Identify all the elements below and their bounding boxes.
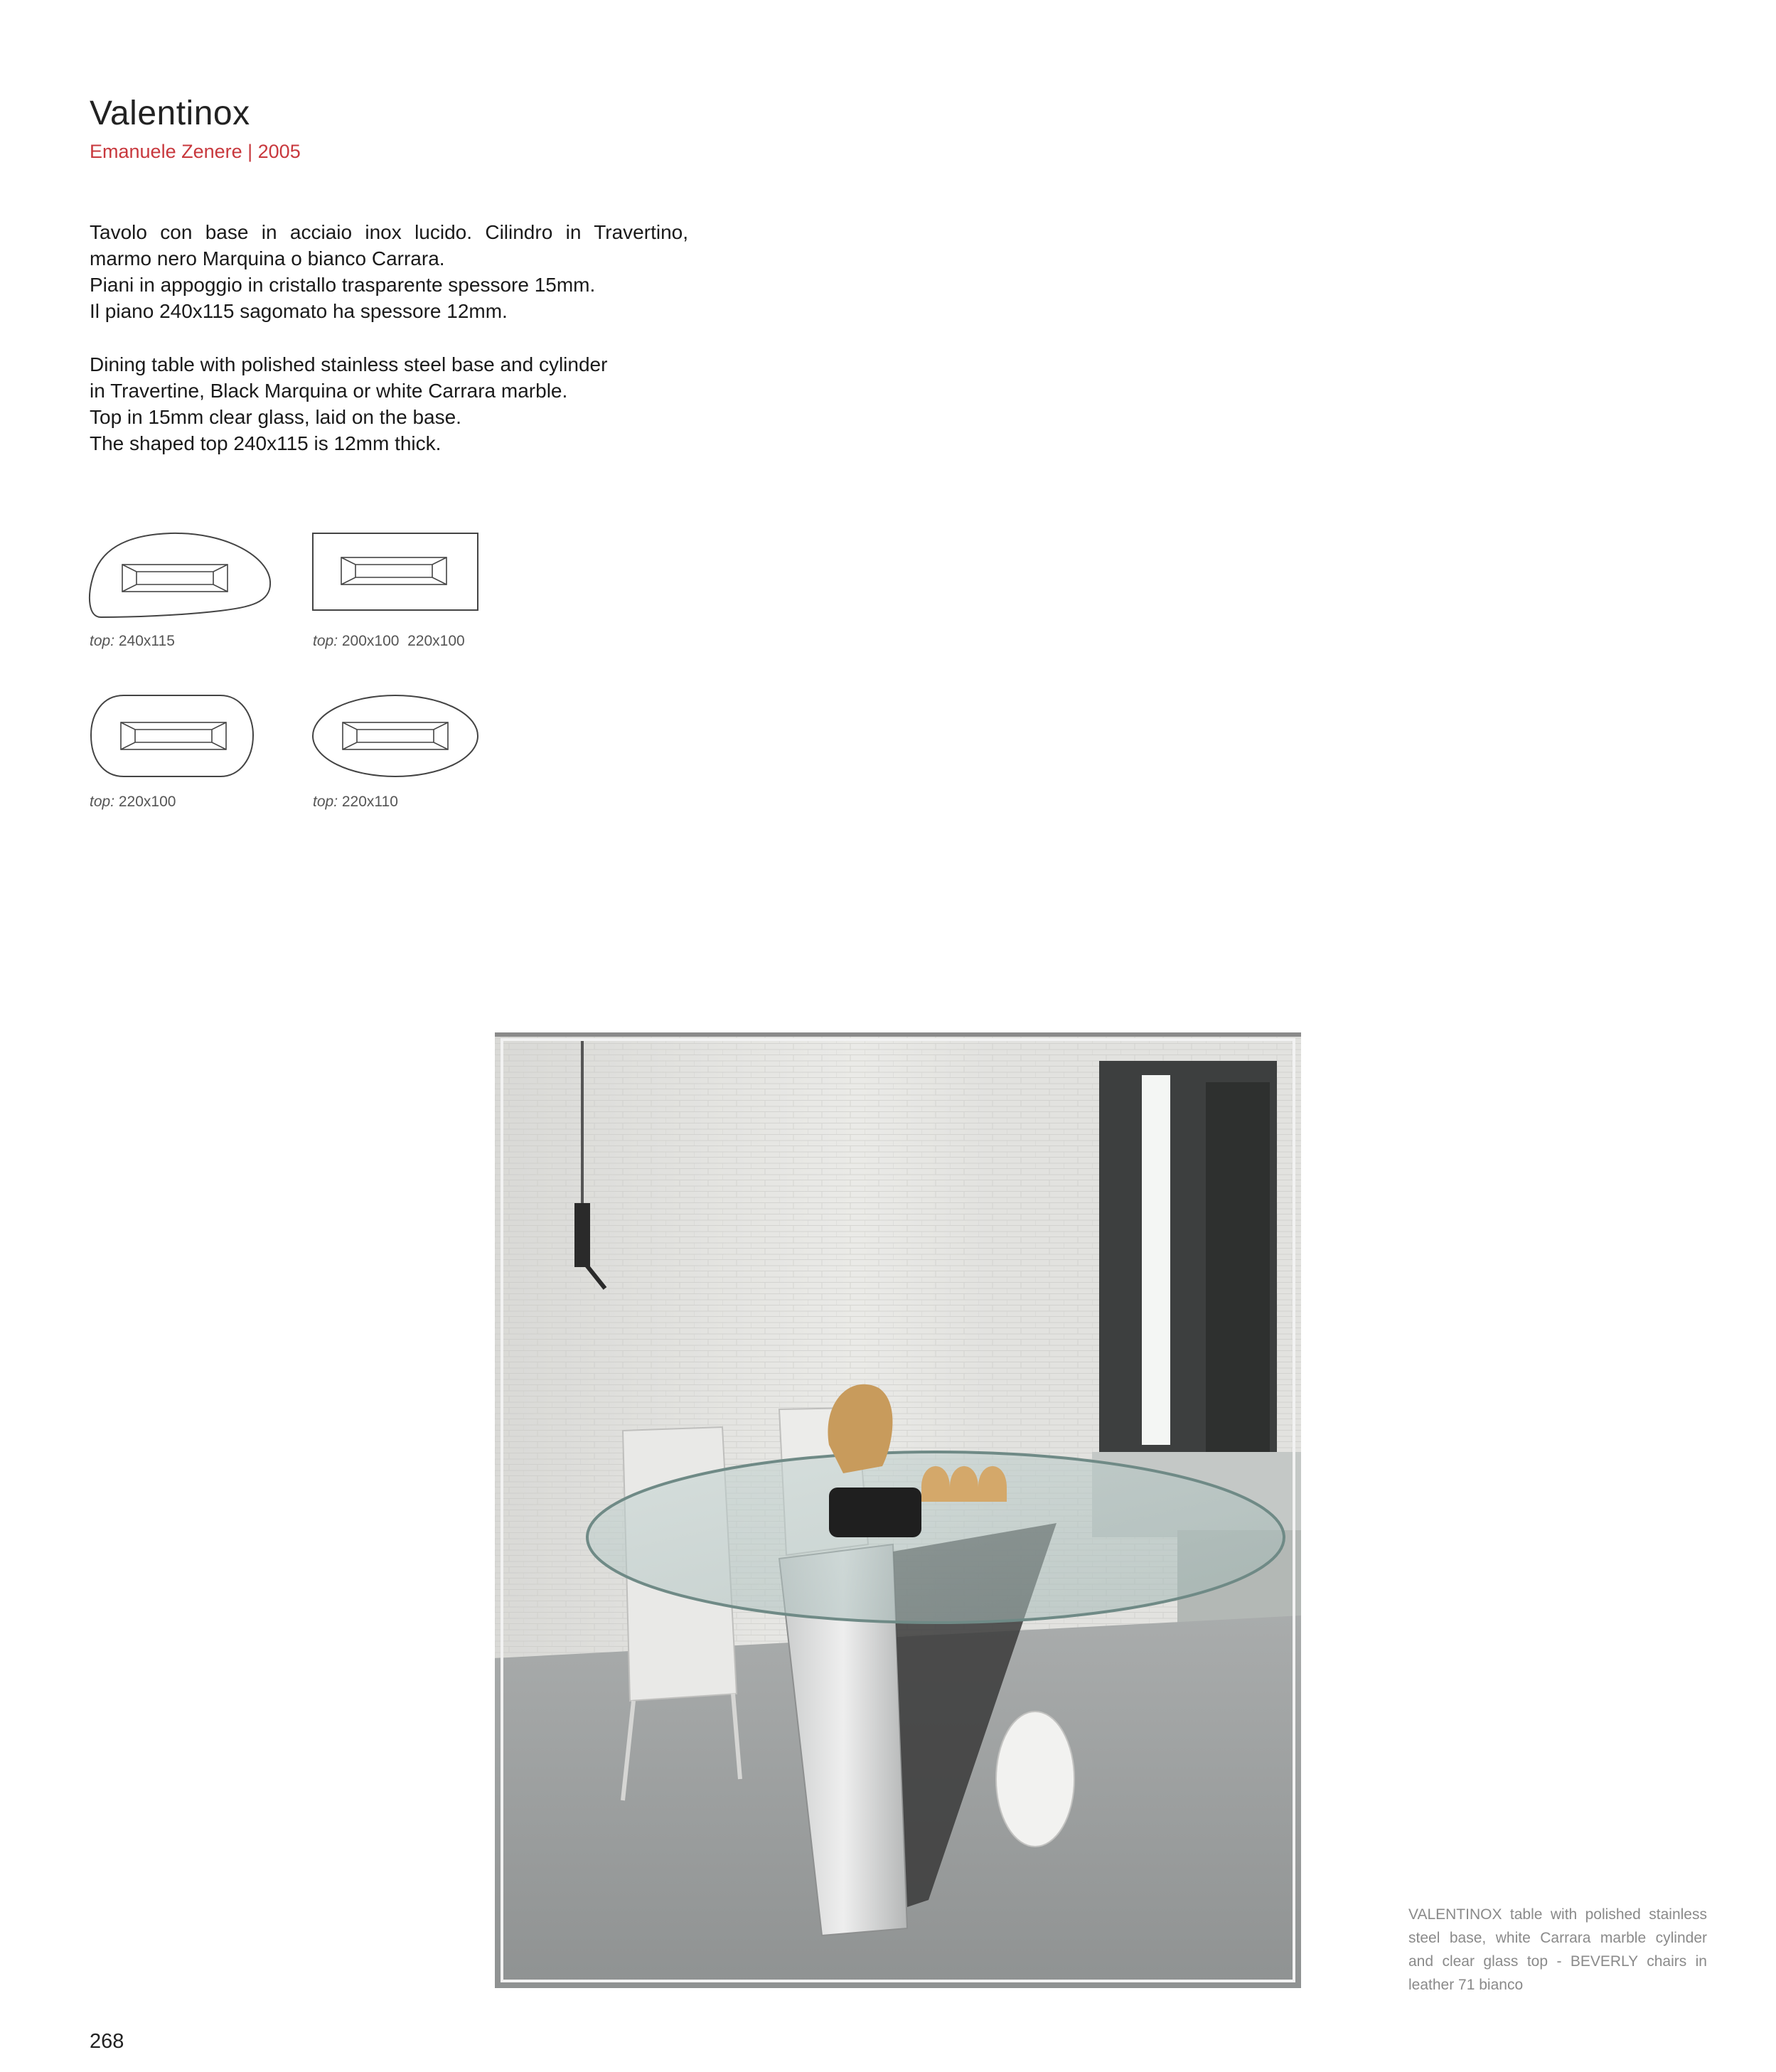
caption-line: and clear glass top - BEVERLY chairs in (1408, 1953, 1707, 1970)
product-photo (495, 1032, 1301, 1988)
page-title: Valentinox (90, 95, 250, 132)
description-line: marmo nero Marquina o bianco Carrara. (90, 247, 445, 269)
description-line: in Travertine, Black Marquina or white Carrara marble. (90, 380, 568, 402)
top-size-label: top: 200x100 220x100 (313, 633, 465, 649)
description-line: Dining table with polished stainless steel base and cylinder (90, 353, 608, 375)
description-italian (90, 219, 688, 324)
description-line: Top in 15mm clear glass, laid on the base. (90, 406, 461, 428)
top-size-label: top: 220x100 (90, 794, 176, 810)
rounded-rectangular-top-icon (88, 693, 256, 779)
page-number: 268 (90, 2030, 124, 2053)
description-line: Tavolo con base in acciaio inox lucido. Cilindro in Travertino, (90, 221, 688, 243)
description-line: Piani in appoggio in cristallo trasparente spessore 15mm. (90, 274, 596, 296)
photo-caption (1408, 1903, 1707, 1997)
rectangular-top-icon (311, 532, 479, 613)
caption-line: leather 71 bianco (1408, 1977, 1524, 1993)
top-size-label: top: 220x110 (313, 794, 398, 810)
description-line: Il piano 240x115 sagomato ha spessore 12mm. (90, 300, 508, 322)
description-line: The shaped top 240x115 is 12mm thick. (90, 432, 442, 454)
oval-top-icon (310, 693, 481, 779)
description-english (90, 351, 688, 456)
designer-year: Emanuele Zenere | 2005 (90, 141, 301, 162)
caption-line: steel base, white Carrara marble cylinder (1408, 1930, 1707, 1946)
shaped-top-icon (85, 529, 277, 621)
top-size-label: top: 240x115 (90, 633, 175, 649)
caption-line: VALENTINOX table with polished stainless (1408, 1906, 1707, 1923)
